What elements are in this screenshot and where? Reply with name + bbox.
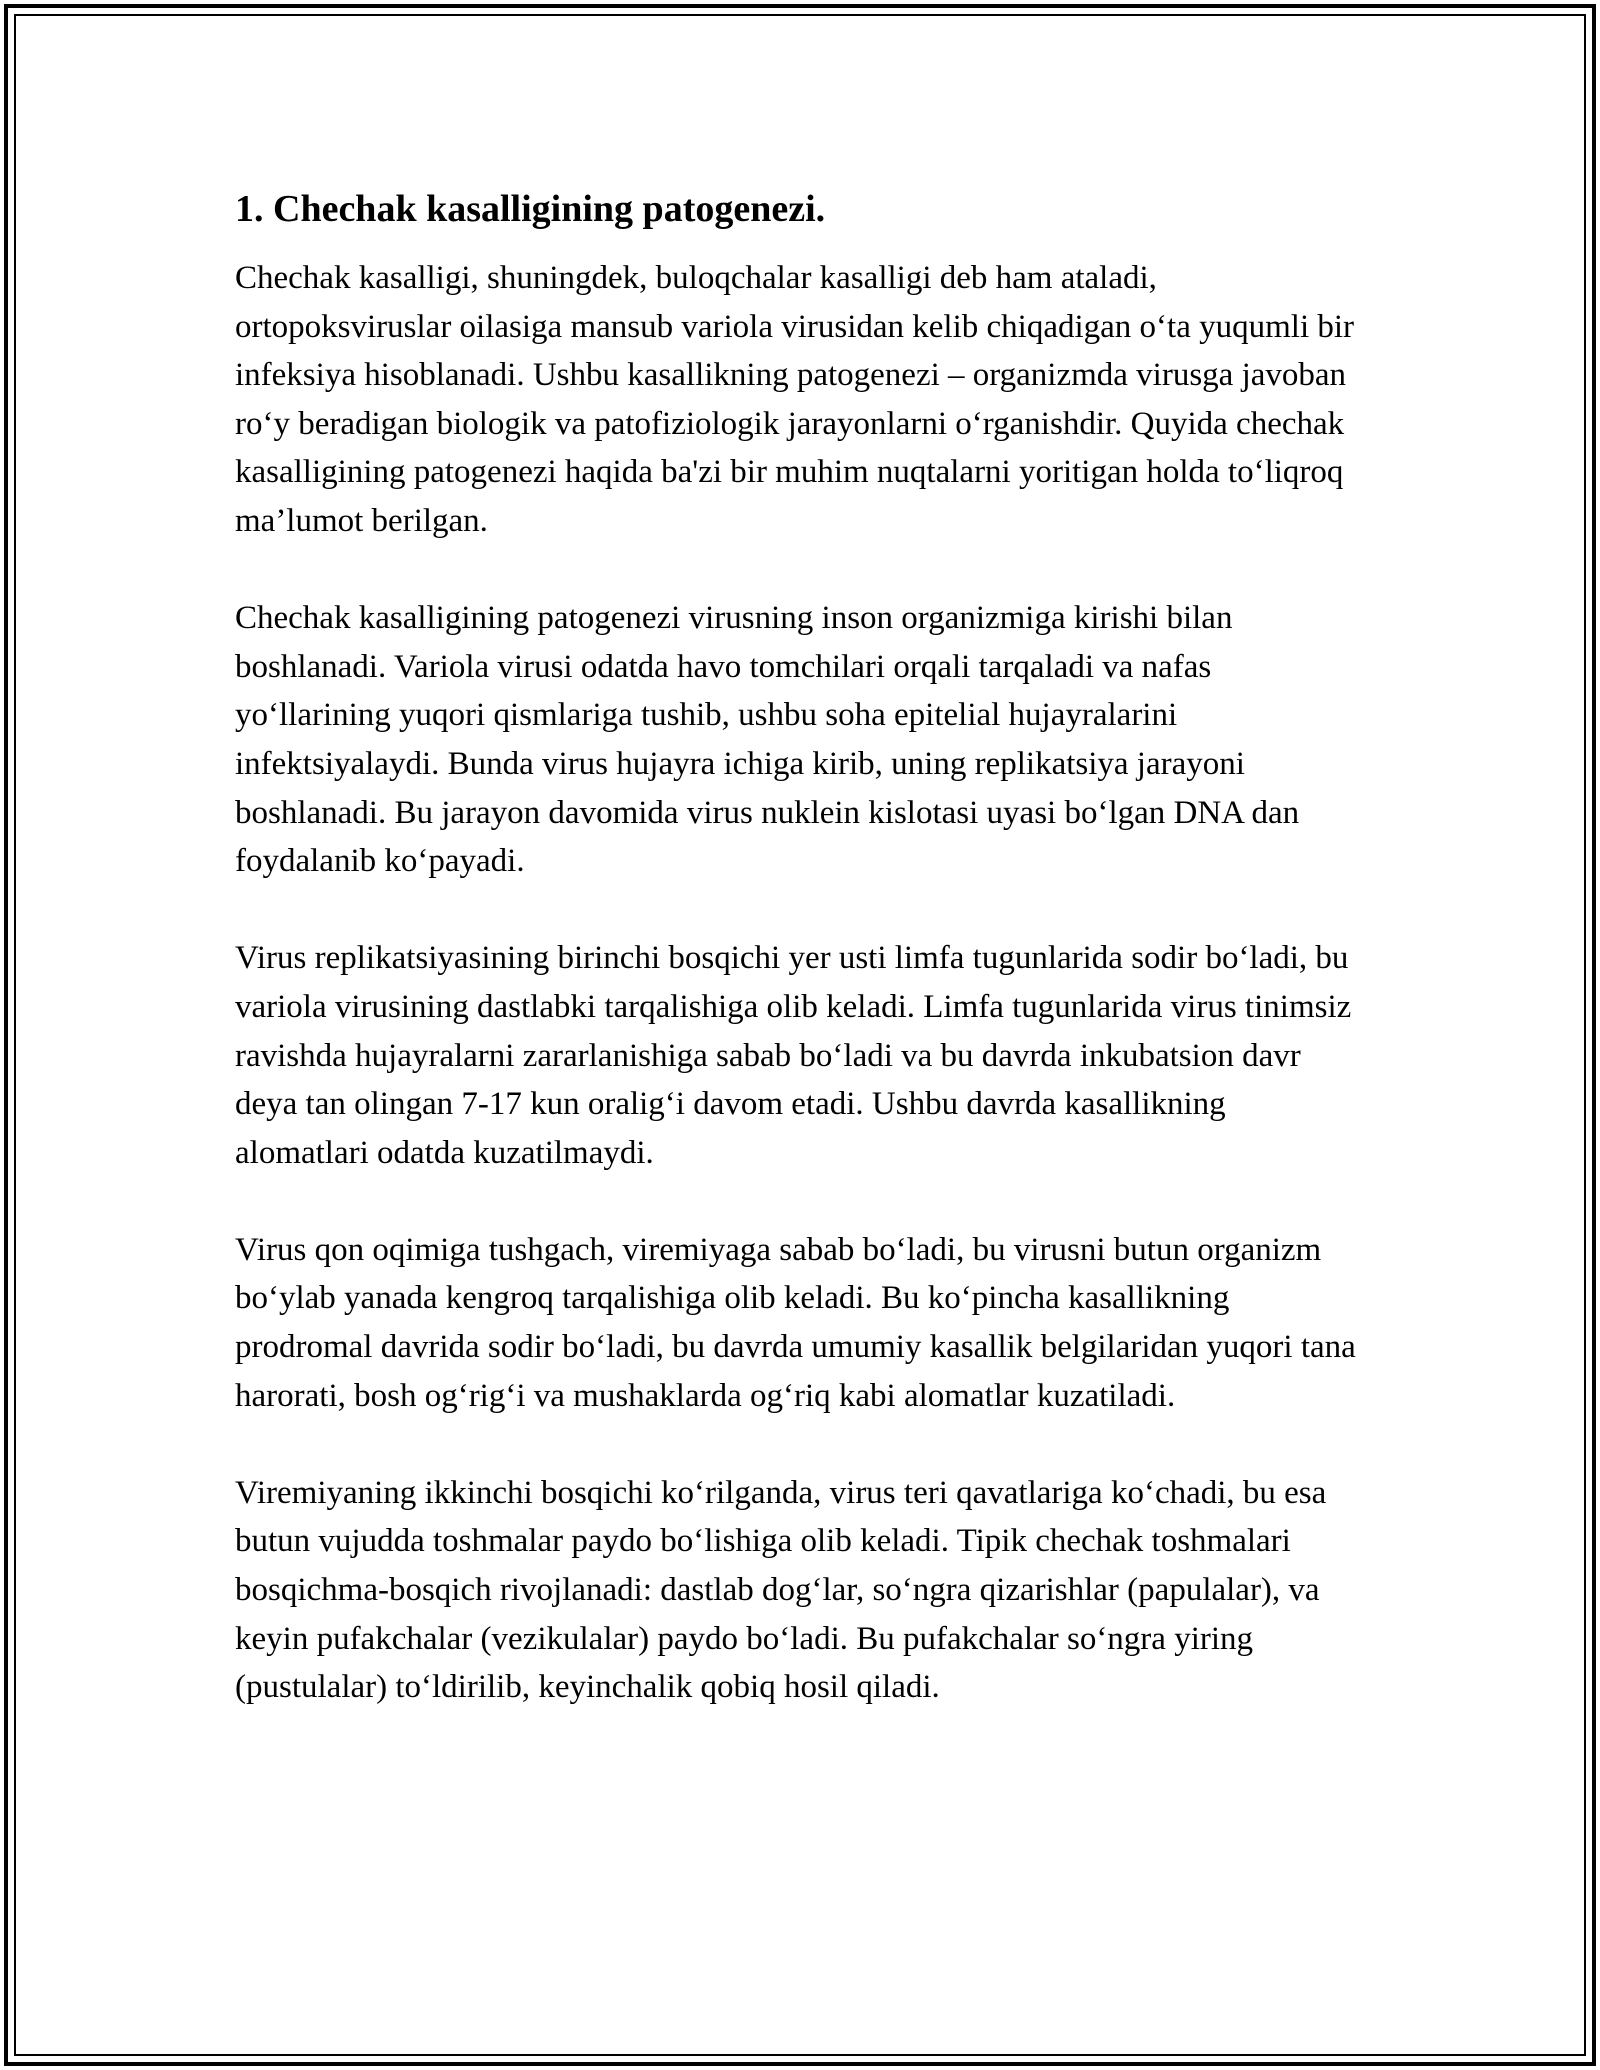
paragraph-intro: Chechak kasalligi, shuningdek, buloqchalar kasalligi deb ham ataladi, ortopoksviruslar oilasiga mansub variola virusidan kelib chiqadigan o‘ta yuqumli bir infeksiya hisoblanadi. Ushbu kasallikning patogenezi – organizmda virusga javoban ro‘y beradigan biologik va patofiziologik jarayonlarni o‘rganishdir. Quyida chechak kasalligining patogenezi haqida ba'zi bir muhim nuqtalarni yoritigan holda to‘liqroq ma’lumot berilgan.: [235, 260, 1355, 539]
paragraph-skin-rash: Viremiyaning ikkinchi bosqichi ko‘rilganda, virus teri qavatlariga ko‘chadi, bu esa butun vujudda toshmalar paydo bo‘lishiga olib keladi. Tipik chechak toshmalari bosqichma-bosqich rivojlanadi: dastlab dog‘lar, so‘ngra qizarishlar (papulalar), va keyin pufakchalar (vezikulalar) paydo bo‘ladi. Bu pufakchalar so‘ngra yiring (pustulalar) to‘ldirilib, keyinchalik qobiq hosil qiladi.: [235, 1474, 1327, 1706]
document-body: [235, 186, 1365, 1760]
paragraph-viremia: Virus qon oqimiga tushgach, viremiyaga sabab bo‘ladi, bu virusni butun organizm bo‘ylab yanada kengroq tarqalishiga olib keladi. Bu ko‘pincha kasallikning prodromal davrida sodir bo‘ladi, bu davrda umumiy kasallik belgilaridan yuqori tana harorati, bosh og‘rig‘i va mushaklarda og‘riq kabi alomatlar kuzatiladi.: [235, 1231, 1356, 1414]
paragraph-virus-entry: Chechak kasalligining patogenezi virusning inson organizmiga kirishi bilan boshlanadi. Variola virusi odatda havo tomchilari orqali tarqaladi va nafas yo‘llarining yuqori qismlariga tushib, ushbu soha epitelial hujayralarini infektsiyalaydi. Bunda virus hujayra ichiga kirib, uning replikatsiya jarayoni boshlanadi. Bu jarayon davomida virus nuklein kislotasi uyasi bo‘lgan DNA dan foydalanib ko‘payadi.: [235, 600, 1300, 880]
section-heading: 1. Chechak kasalligining patogenezi.: [235, 188, 826, 230]
paragraph-lymph-replication: Virus replikatsiyasining birinchi bosqichi yer usti limfa tugunlarida sodir bo‘ladi, bu variola virusining dastlabki tarqalishiga olib keladi. Limfa tugunlarida virus tinimsiz ravishda hujayralarni zararlanishiga sabab bo‘ladi va bu davrda inkubatsion davr deya tan olingan 7-17 kun oralig‘i davom etadi. Ushbu davrda kasallikning alomatlari odatda kuzatilmaydi.: [235, 940, 1352, 1171]
